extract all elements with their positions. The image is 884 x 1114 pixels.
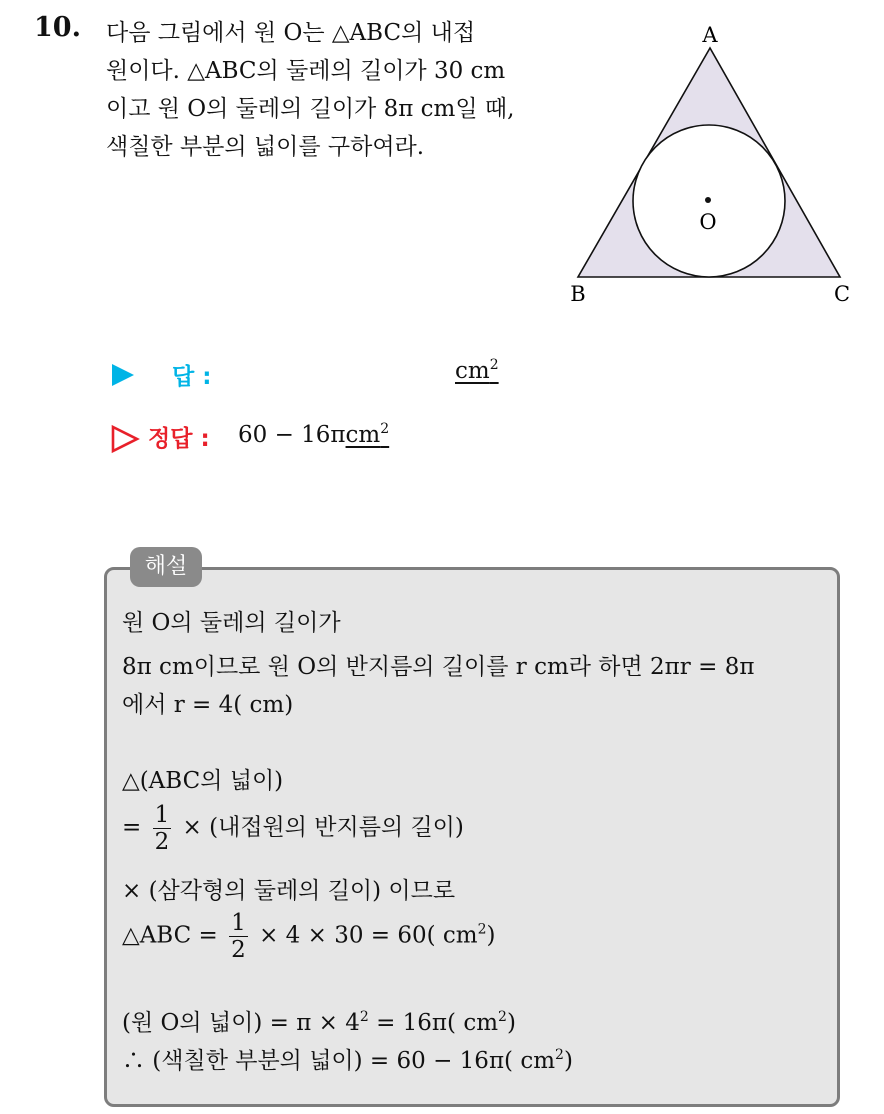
correct-answer-label: 정답 : xyxy=(148,426,210,452)
explanation-line: 원 O의 둘레의 길이가 xyxy=(122,610,341,636)
explanation-line: 8π cm이므로 원 O의 반지름의 길이를 r cm라 하면 2πr = 8π xyxy=(122,654,755,680)
vertex-label-c: C xyxy=(833,282,851,306)
answer-label: 답 : xyxy=(172,364,212,390)
fraction-one-half: $\frac{1}{2}$ xyxy=(231,910,246,963)
answer-unit: $cm^2$ xyxy=(455,357,499,384)
vertex-label-b: B xyxy=(570,282,586,306)
question-line: 다음 그림에서 원 O는 △ABC의 내접 xyxy=(106,20,476,46)
center-point xyxy=(705,197,711,203)
question-text xyxy=(106,14,546,166)
explanation-line: (원 O의 넓이) = $\pi \times 4^2 = 16\pi$( $cm^2$) xyxy=(122,1009,516,1036)
fraction-one-half: $\frac{1}{2}$ xyxy=(154,802,170,855)
question-line: 이고 원 O의 둘레의 길이가 8π cm일 때, xyxy=(106,96,515,122)
explanation-line: ∴ (색칠한 부분의 넓이) = 60 − 16π( $cm^2$) xyxy=(122,1047,573,1074)
question-number: 10. xyxy=(34,12,81,43)
correct-answer-value: 60 − 16πcm$^2$ xyxy=(238,421,390,448)
outline-play-icon xyxy=(110,424,140,454)
question-line: 색칠한 부분의 넓이를 구하여라. xyxy=(106,134,425,160)
explanation-line: △ABC = $\frac{1}{2}$ × 4 × 30 = 60( $cm^2$) xyxy=(122,910,496,963)
vertex-label-a: A xyxy=(702,23,718,47)
explanation-line: △(ABC의 넓이) xyxy=(122,768,284,794)
explanation-line: = $\frac{1}{2}$ × (내접원의 반지름의 길이) xyxy=(122,802,464,855)
question-line: 원이다. △ABC의 둘레의 길이가 30 cm xyxy=(106,58,506,84)
triangle-incircle-figure xyxy=(560,18,860,318)
explanation-line: × (삼각형의 둘레의 길이) 이므로 xyxy=(122,878,456,904)
play-icon xyxy=(110,362,136,388)
center-label-o: O xyxy=(699,210,717,234)
explanation-line: 에서 r = 4( cm) xyxy=(122,692,294,718)
explanation-tab: 해설 xyxy=(130,547,202,587)
